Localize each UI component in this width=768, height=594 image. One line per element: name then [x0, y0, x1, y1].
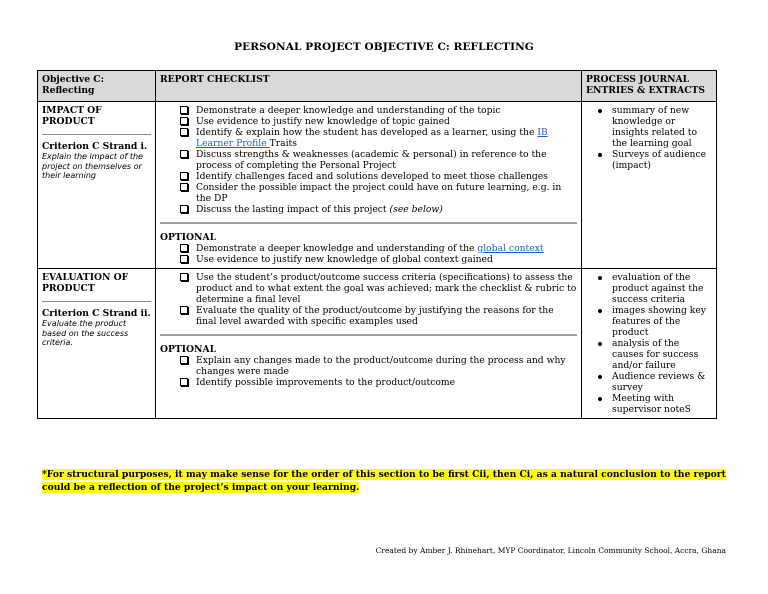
- list-item: Use evidence to justify new knowledge of topic gained: [180, 116, 577, 127]
- list-item: analysis of the causes for success and/or failure: [612, 338, 712, 371]
- divider: [42, 134, 151, 135]
- list-item: Discuss the lasting impact of this project (see below): [180, 204, 577, 215]
- table-header-row: [38, 71, 717, 102]
- checkbox-icon[interactable]: [180, 150, 188, 158]
- list-item: Demonstrate a deeper knowledge and understanding of the global context: [180, 243, 577, 254]
- header-process-journal: PROCESS JOURNAL ENTRIES & EXTRACTS: [582, 71, 717, 102]
- table-row: [38, 269, 717, 419]
- list-item: Identify & explain how the student has developed as a learner, using the IB Learner Profile Traits: [180, 127, 577, 149]
- criterion-description: Explain the impact of the project on themselves or their learning: [42, 152, 143, 180]
- list-item: images showing key features of the product: [612, 305, 712, 338]
- global-context-link[interactable]: global context: [477, 243, 544, 254]
- objective-cell: [38, 269, 156, 419]
- journal-cell: [582, 269, 717, 419]
- header-objective: Objective C: Reflecting: [38, 71, 156, 102]
- author-credit: Created by Amber J. Rhinehart, MYP Coordinator, Lincoln Community School, Accra, Ghana: [375, 546, 726, 555]
- checkbox-icon[interactable]: [180, 273, 188, 281]
- checkbox-icon[interactable]: [180, 378, 188, 386]
- checklist-cell: [156, 102, 582, 269]
- checklist-cell: [156, 269, 582, 419]
- checkbox-icon[interactable]: [180, 128, 188, 136]
- list-item: Use evidence to justify new knowledge of global context gained: [180, 254, 577, 265]
- list-item: summary of new knowledge or insights related to the learning goal: [612, 105, 712, 149]
- table-row: [38, 102, 717, 269]
- list-item: Identify possible improvements to the product/outcome: [180, 377, 577, 388]
- structural-note: *For structural purposes, it may make sense for the order of this section to be first Cii, then Ci, as a natural conclusion to the report could be a reflection of the project’s impact on your learning.: [42, 469, 726, 493]
- list-item: Demonstrate a deeper knowledge and understanding of the topic: [180, 105, 577, 116]
- criterion-description: Evaluate the product based on the success criteria.: [42, 319, 129, 347]
- list-item: Consider the possible impact the project could have on future learning, e.g. in the DP: [180, 182, 577, 204]
- section-name: IMPACT OF PRODUCT: [42, 105, 102, 127]
- list-item: Audience reviews & survey: [612, 371, 712, 393]
- checkbox-icon[interactable]: [180, 117, 188, 125]
- list-item: Discuss strengths & weaknesses (academic & personal) in reference to the process of completing the Personal Project: [180, 149, 577, 171]
- checkbox-icon[interactable]: [180, 106, 188, 114]
- optional-label: OPTIONAL: [160, 344, 217, 355]
- list-item: Identify challenges faced and solutions developed to meet those challenges: [180, 171, 577, 182]
- bullet-icon: [598, 276, 602, 280]
- checklist: [160, 105, 577, 215]
- header-report-checklist: REPORT CHECKLIST: [156, 71, 582, 102]
- checkbox-icon[interactable]: [180, 244, 188, 252]
- list-item: Meeting with supervisor noteS: [612, 393, 712, 415]
- ib-learner-profile-link[interactable]: IB Learner Profile: [196, 127, 548, 149]
- divider: [160, 222, 577, 224]
- bullet-icon: [598, 109, 602, 113]
- checkbox-icon[interactable]: [180, 255, 188, 263]
- bullet-icon: [598, 309, 602, 313]
- list-item: evaluation of the product against the success criteria: [612, 272, 712, 305]
- list-item: Use the student’s product/outcome success criteria (specifications) to assess the product and to what extent the goal was achieved; mark the checklist & rubric to determine a final level: [180, 272, 577, 305]
- checkbox-icon[interactable]: [180, 183, 188, 191]
- criterion-label: Criterion C Strand ii.: [42, 308, 151, 319]
- list-item: Evaluate the quality of the product/outcome by justifying the reasons for the final level awarded with specific examples used: [180, 305, 577, 327]
- bullet-icon: [598, 342, 602, 346]
- bullet-icon: [598, 375, 602, 379]
- objective-table: [37, 70, 717, 419]
- objective-cell: [38, 102, 156, 269]
- journal-cell: [582, 102, 717, 269]
- divider: [42, 301, 151, 302]
- checkbox-icon[interactable]: [180, 306, 188, 314]
- checklist: [160, 272, 577, 327]
- bullet-icon: [598, 153, 602, 157]
- divider: [160, 334, 577, 336]
- optional-checklist: [160, 355, 577, 388]
- section-name: EVALUATION OF PRODUCT: [42, 272, 129, 294]
- journal-list: [586, 105, 712, 171]
- checkbox-icon[interactable]: [180, 172, 188, 180]
- checkbox-icon[interactable]: [180, 205, 188, 213]
- optional-checklist: [160, 243, 577, 265]
- optional-label: OPTIONAL: [160, 232, 217, 243]
- list-item: Explain any changes made to the product/outcome during the process and why changes were made: [180, 355, 577, 377]
- page-title: PERSONAL PROJECT OBJECTIVE C: REFLECTING: [234, 41, 534, 53]
- criterion-label: Criterion C Strand i.: [42, 141, 148, 152]
- journal-list: [586, 272, 712, 415]
- list-item: Surveys of audience (impact): [612, 149, 712, 171]
- checkbox-icon[interactable]: [180, 356, 188, 364]
- bullet-icon: [598, 397, 602, 401]
